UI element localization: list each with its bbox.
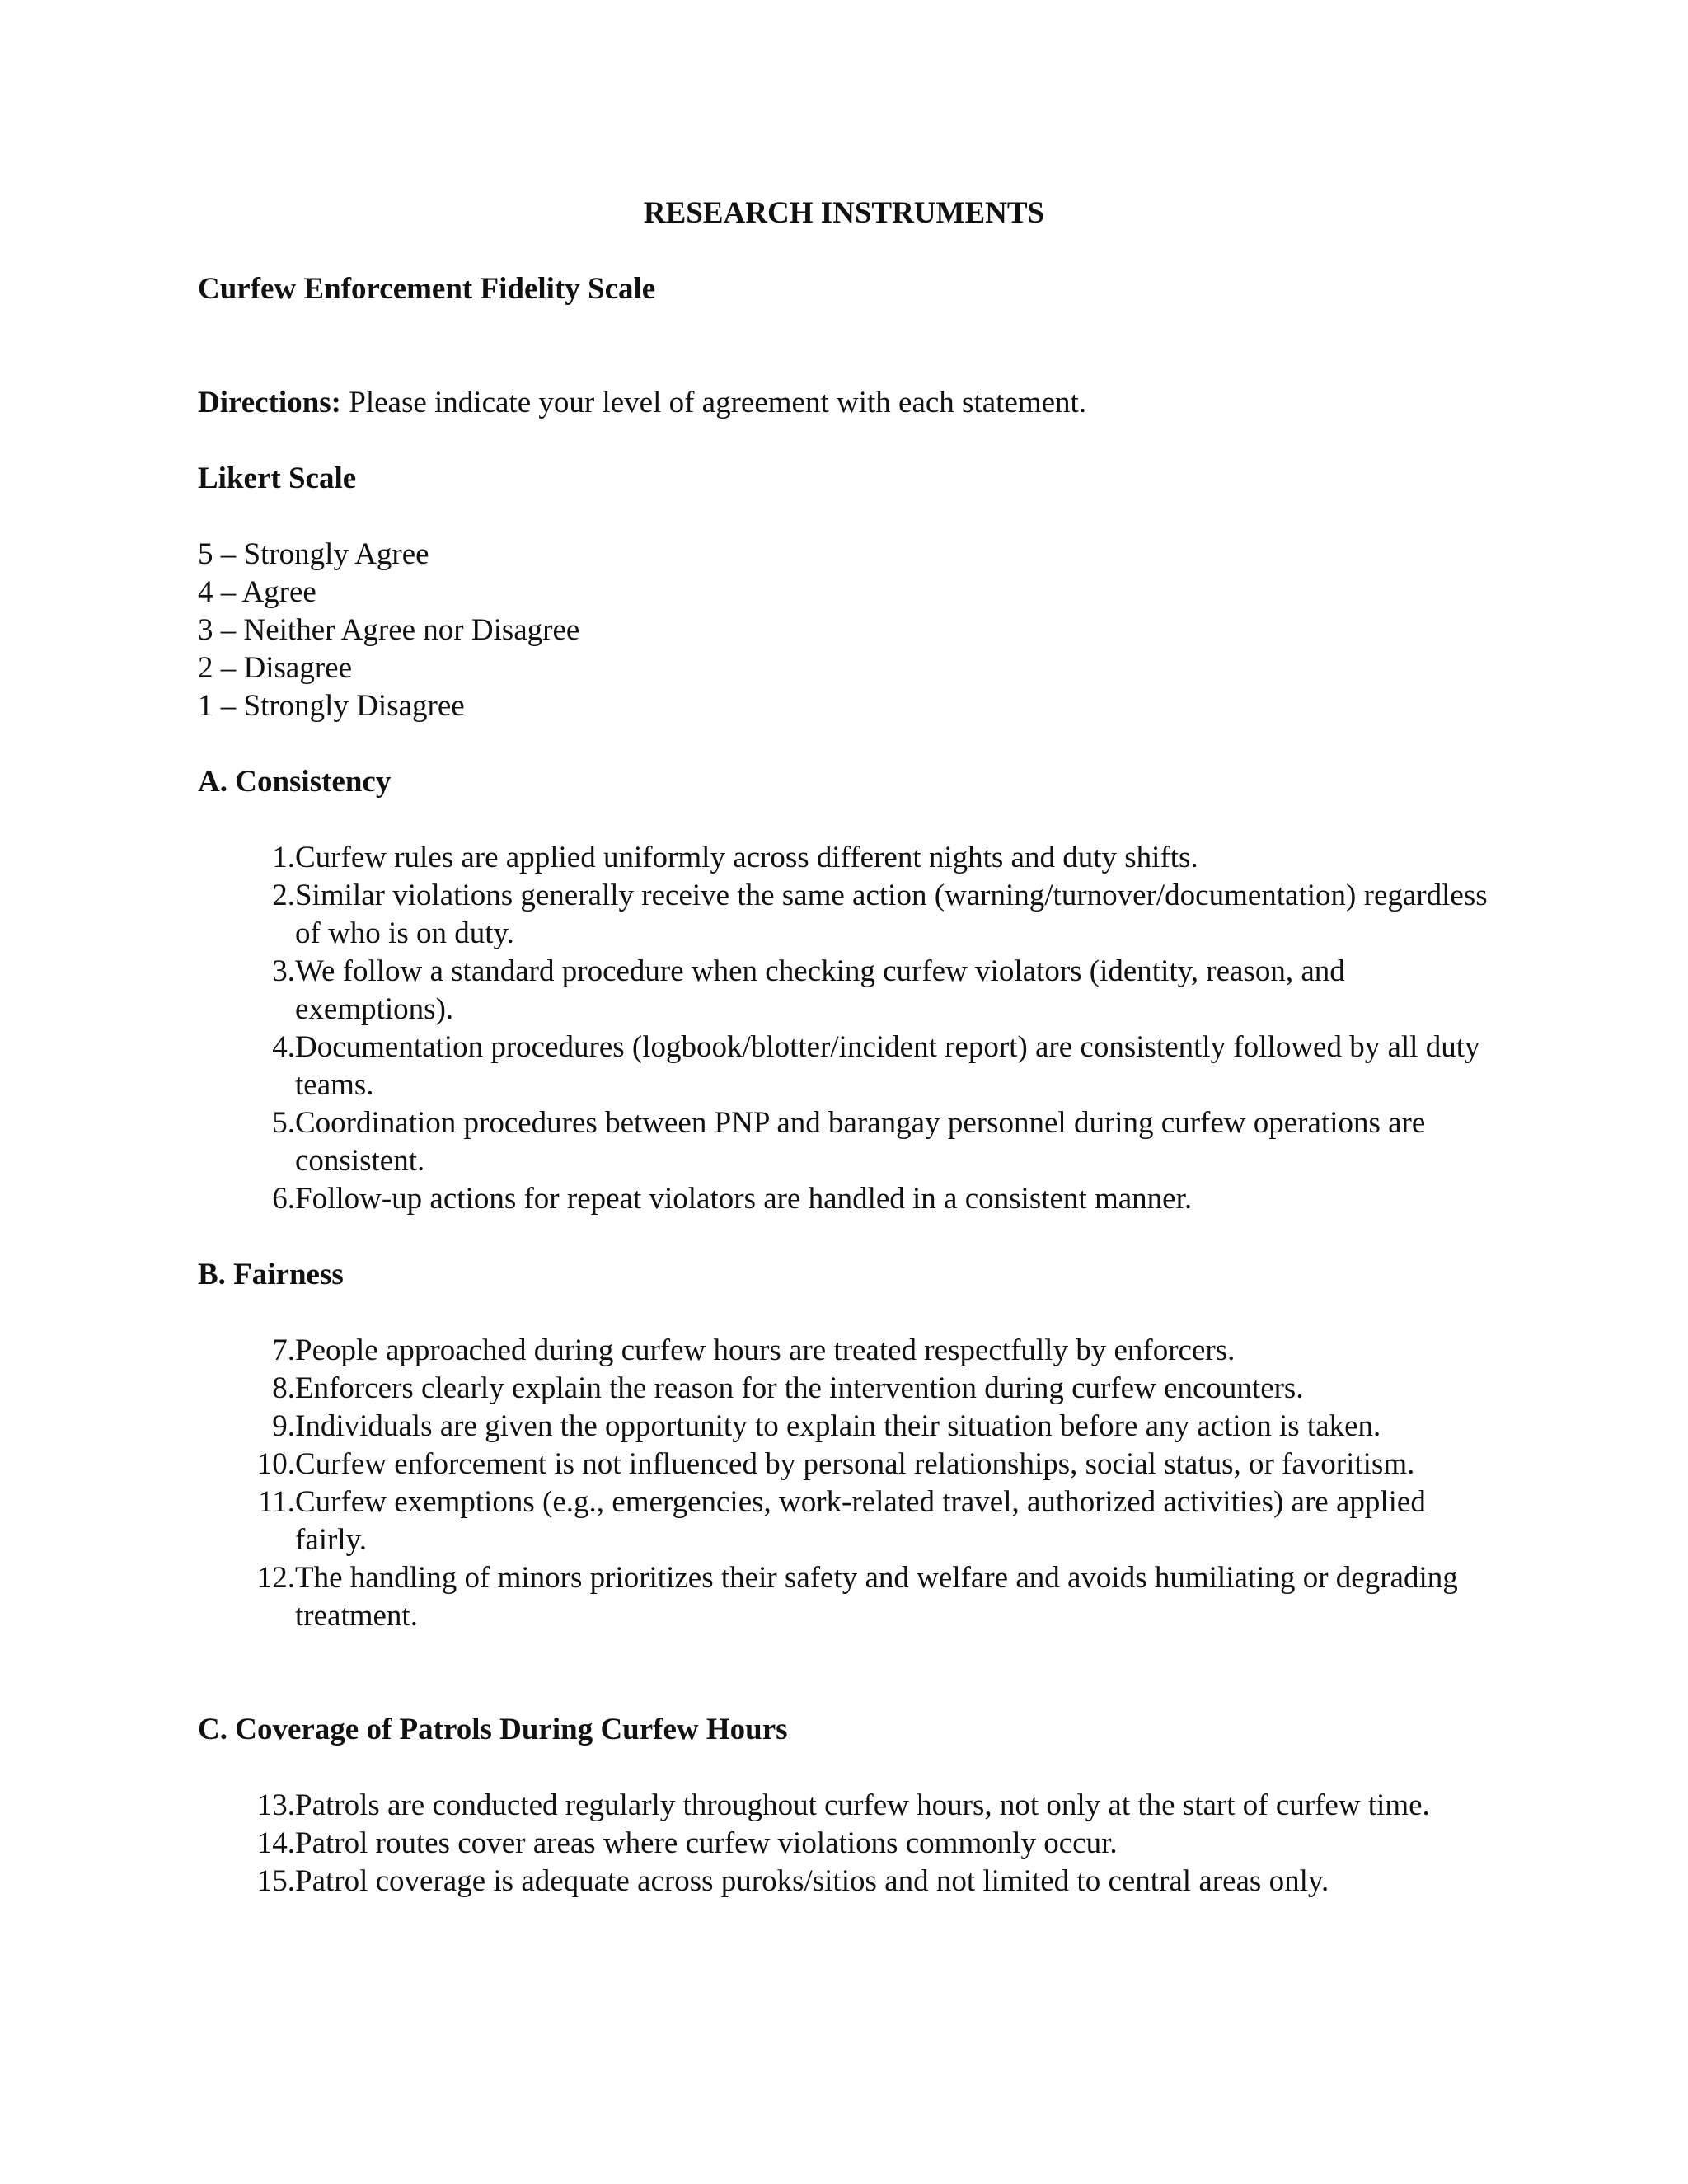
- item-text: Similar violations generally receive the same action (warning/turnover/documentation) regardless of who is on duty.: [295, 879, 1488, 950]
- list-item: [198, 1863, 1500, 1900]
- likert-option: 5 – Strongly Agree: [198, 537, 429, 571]
- likert-heading: Likert Scale: [198, 462, 357, 495]
- item-number: 8.: [272, 1371, 295, 1405]
- item-number: 1.: [272, 841, 295, 874]
- directions-label: Directions:: [198, 386, 341, 419]
- item-text: People approached during curfew hours are treated respectfully by enforcers.: [295, 1333, 1236, 1367]
- directions: [198, 384, 1086, 422]
- list-item: [198, 1483, 1500, 1559]
- likert-option: 3 – Neither Agree nor Disagree: [198, 613, 580, 647]
- likert-option: 2 – Disagree: [198, 651, 352, 685]
- likert-option: 1 – Strongly Disagree: [198, 689, 465, 723]
- list-item: [198, 1825, 1500, 1863]
- item-text: Curfew enforcement is not influenced by personal relationships, social status, or favoritism.: [295, 1447, 1415, 1481]
- item-number: 3.: [272, 954, 295, 988]
- item-text: The handling of minors prioritizes their safety and welfare and avoids humiliating or degrading treatment.: [295, 1561, 1458, 1633]
- list-item: [198, 877, 1500, 953]
- section-heading-fairness: B. Fairness: [198, 1258, 344, 1291]
- item-text: We follow a standard procedure when checking curfew violators (identity, reason, and exemptions).: [295, 954, 1345, 1026]
- item-text: Curfew exemptions (e.g., emergencies, work-related travel, authorized activities) are applied fairly.: [295, 1485, 1426, 1557]
- list-item: [198, 953, 1500, 1029]
- list-item: [198, 1446, 1500, 1483]
- item-text: Follow-up actions for repeat violators are handled in a consistent manner.: [295, 1182, 1193, 1216]
- item-number: 11.: [258, 1485, 295, 1519]
- item-number: 4.: [272, 1030, 295, 1064]
- item-text: Patrol coverage is adequate across puroks/sitios and not limited to central areas only.: [295, 1864, 1329, 1898]
- item-text: Enforcers clearly explain the reason for the intervention during curfew encounters.: [295, 1371, 1304, 1405]
- item-list-consistency: [198, 839, 1500, 1218]
- likert-option: 4 – Agree: [198, 575, 316, 609]
- item-number: 14.: [256, 1826, 295, 1860]
- item-text: Curfew rules are applied uniformly across different nights and duty shifts.: [295, 841, 1198, 874]
- directions-text: Please indicate your level of agreement with each statement.: [341, 386, 1087, 419]
- list-item: [198, 1787, 1500, 1825]
- item-text: Individuals are given the opportunity to explain their situation before any action is taken.: [295, 1409, 1381, 1443]
- item-number: 13.: [256, 1788, 295, 1822]
- document-title: RESEARCH INSTRUMENTS: [643, 196, 1045, 230]
- item-number: 5.: [272, 1106, 295, 1140]
- item-text: Coordination procedures between PNP and barangay personnel during curfew operations are consistent.: [295, 1106, 1426, 1178]
- item-number: 9.: [272, 1409, 295, 1443]
- item-text: Patrol routes cover areas where curfew violations commonly occur.: [295, 1826, 1118, 1860]
- item-number: 6.: [272, 1182, 295, 1216]
- item-list-patrol-coverage: [198, 1787, 1500, 1900]
- list-item: [198, 1180, 1500, 1218]
- item-number: 15.: [256, 1864, 295, 1898]
- list-item: [198, 1029, 1500, 1104]
- item-number: 7.: [272, 1333, 295, 1367]
- section-heading-consistency: A. Consistency: [198, 765, 392, 799]
- list-item: [198, 839, 1500, 877]
- list-item: [198, 1104, 1500, 1180]
- item-text: Patrols are conducted regularly throughout curfew hours, not only at the start of curfew time.: [295, 1788, 1430, 1822]
- list-item: [198, 1559, 1500, 1635]
- likert-options: [198, 536, 579, 725]
- item-number: 2.: [272, 879, 295, 912]
- item-list-fairness: [198, 1332, 1500, 1635]
- scale-title: Curfew Enforcement Fidelity Scale: [198, 272, 656, 306]
- list-item: [198, 1408, 1500, 1446]
- section-heading-patrol-coverage: C. Coverage of Patrols During Curfew Hours: [198, 1713, 788, 1746]
- list-item: [198, 1370, 1500, 1408]
- item-number: 12.: [256, 1561, 295, 1595]
- item-number: 10.: [256, 1447, 295, 1481]
- item-text: Documentation procedures (logbook/blotter/incident report) are consistently followed by all duty teams.: [295, 1030, 1480, 1102]
- list-item: [198, 1332, 1500, 1370]
